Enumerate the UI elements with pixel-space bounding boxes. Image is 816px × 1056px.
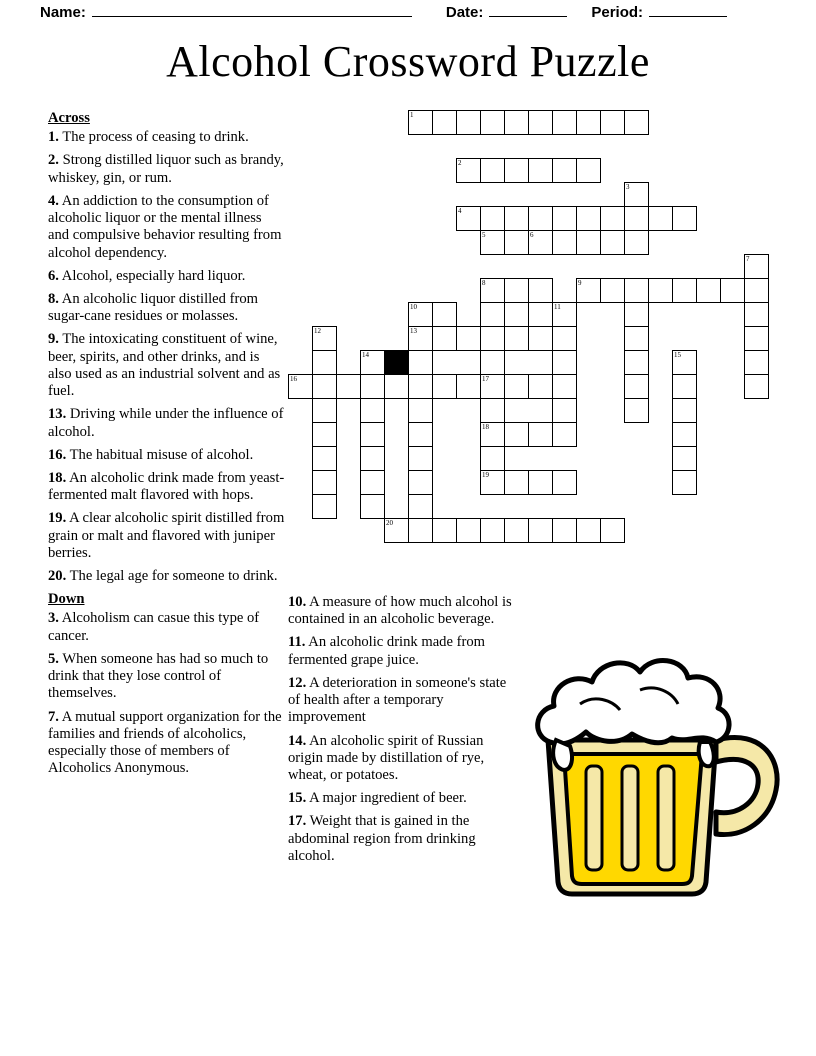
period-field[interactable]: [649, 4, 727, 17]
grid-cell-number: 17: [482, 375, 489, 383]
across-clue-list: [48, 129, 286, 585]
grid-cell[interactable]: [672, 350, 697, 375]
grid-cell[interactable]: [480, 374, 505, 399]
clue-text: An alcoholic liquor distilled from sugar-cane residues or molasses.: [48, 290, 258, 325]
across-clue-item: [48, 291, 286, 325]
grid-cell[interactable]: [384, 518, 409, 543]
grid-cell[interactable]: [528, 470, 553, 495]
grid-cell[interactable]: [480, 278, 505, 303]
grid-cell[interactable]: [624, 182, 649, 207]
grid-cell[interactable]: [552, 374, 577, 399]
across-clue-item: [48, 193, 286, 262]
clue-number: 4.: [48, 192, 59, 209]
grid-cell-number: 16: [290, 375, 297, 383]
grid-cell[interactable]: [408, 110, 433, 135]
period-label: Period:: [591, 4, 644, 21]
date-label: Date:: [445, 4, 484, 21]
grid-cell[interactable]: [456, 374, 481, 399]
grid-cell[interactable]: [480, 518, 505, 543]
grid-cell[interactable]: [456, 206, 481, 231]
grid-cell-number: 8: [482, 279, 486, 287]
grid-cell[interactable]: [528, 158, 553, 183]
grid-cell[interactable]: [408, 398, 433, 423]
grid-cell-number: 7: [746, 255, 750, 263]
grid-cell[interactable]: [552, 350, 577, 375]
clue-number: 9.: [48, 331, 59, 348]
grid-cell[interactable]: [624, 110, 649, 135]
grid-cell[interactable]: [552, 518, 577, 543]
grid-cell[interactable]: [528, 374, 553, 399]
grid-cell[interactable]: [312, 446, 337, 471]
grid-cell[interactable]: [528, 110, 553, 135]
grid-cell[interactable]: [480, 350, 505, 375]
clue-text: Driving while under the influence of alcohol.: [48, 406, 284, 440]
grid-cell[interactable]: [312, 398, 337, 423]
grid-cell[interactable]: [432, 110, 457, 135]
grid-cell[interactable]: [408, 302, 433, 327]
grid-cell-number: 18: [482, 423, 489, 431]
grid-cell[interactable]: [576, 206, 601, 231]
grid-cell[interactable]: [504, 278, 529, 303]
grid-cell[interactable]: [432, 518, 457, 543]
grid-cell-number: 9: [578, 279, 582, 287]
clue-column-middle: [288, 594, 516, 871]
grid-cell[interactable]: [744, 278, 769, 303]
clue-number: 15.: [288, 790, 307, 807]
grid-cell[interactable]: [504, 422, 529, 447]
across-clue-item: [48, 152, 286, 186]
grid-cell[interactable]: [600, 518, 625, 543]
grid-cell-number: 20: [386, 519, 393, 527]
clue-number: 13.: [48, 406, 67, 423]
grid-cell[interactable]: [456, 158, 481, 183]
grid-cell[interactable]: [504, 326, 529, 351]
across-clue-item: [48, 406, 286, 440]
grid-cell[interactable]: [360, 350, 385, 375]
grid-cell[interactable]: [408, 494, 433, 519]
grid-cell-number: 2: [458, 159, 462, 167]
grid-cell[interactable]: [528, 206, 553, 231]
grid-cell[interactable]: [552, 110, 577, 135]
grid-cell-number: 12: [314, 327, 321, 335]
grid-cell[interactable]: [312, 422, 337, 447]
grid-cell-number: 13: [410, 327, 417, 335]
grid-cell[interactable]: [672, 278, 697, 303]
across-clue-item: [48, 510, 286, 562]
grid-cell[interactable]: [432, 374, 457, 399]
grid-cell[interactable]: [360, 470, 385, 495]
grid-cell[interactable]: [576, 278, 601, 303]
clue-text: An alcoholic drink made from fermented grape juice.: [288, 634, 485, 668]
grid-cell[interactable]: [480, 230, 505, 255]
clue-text: A deterioration in someone's state of health after a temporary improvement: [288, 674, 507, 726]
clue-text: A measure of how much alcohol is contained in an alcoholic beverage.: [288, 594, 512, 628]
beer-mug-illustration: [520, 650, 782, 900]
name-field[interactable]: [92, 4, 412, 17]
clue-number: 18.: [48, 469, 67, 486]
across-clue-item: [48, 268, 286, 285]
clue-text: The intoxicating constituent of wine, beer, spirits, and other drinks, and is also used as an industrial solvent and as fuel.: [48, 331, 281, 400]
clue-number: 7.: [48, 708, 59, 725]
grid-cell[interactable]: [624, 278, 649, 303]
clue-number: 11.: [288, 634, 306, 651]
grid-cell[interactable]: [312, 494, 337, 519]
grid-cell[interactable]: [312, 350, 337, 375]
grid-cell[interactable]: [360, 446, 385, 471]
clue-text: An alcoholic drink made from yeast-fermented malt flavored with hops.: [48, 469, 285, 504]
grid-cell[interactable]: [360, 494, 385, 519]
across-clue-item: [48, 331, 286, 400]
grid-cell[interactable]: [600, 110, 625, 135]
grid-cell[interactable]: [528, 302, 553, 327]
clue-column-left: [48, 110, 286, 783]
clue-text: The process of ceasing to drink.: [58, 129, 249, 146]
grid-cell[interactable]: [456, 326, 481, 351]
down-clue-item: [48, 610, 286, 644]
clue-number: 6.: [48, 267, 59, 284]
grid-cell[interactable]: [504, 374, 529, 399]
grid-cell[interactable]: [624, 398, 649, 423]
grid-cell[interactable]: [480, 446, 505, 471]
clue-number: 17.: [288, 813, 307, 830]
down-clue-list-part2: [288, 594, 516, 865]
grid-cell-number: 11: [554, 303, 561, 311]
grid-cell[interactable]: [624, 230, 649, 255]
grid-cell[interactable]: [528, 278, 553, 303]
grid-cell[interactable]: [288, 374, 313, 399]
clue-number: 5.: [48, 650, 59, 667]
clue-text: An addiction to the consumption of alcoholic liquor or the mental illness and compulsive behavior resulting from alcohol dependency.: [48, 192, 282, 261]
grid-cell[interactable]: [720, 278, 745, 303]
grid-cell[interactable]: [480, 206, 505, 231]
grid-cell[interactable]: [408, 518, 433, 543]
clue-text: An alcoholic spirit of Russian origin made by distillation of rye, wheat, or potatoes.: [288, 732, 485, 783]
clue-number: 12.: [288, 674, 307, 691]
date-field[interactable]: [489, 4, 567, 17]
clue-number: 14.: [288, 732, 307, 749]
clue-number: 20.: [48, 568, 67, 585]
clue-text: Strong distilled liquor such as brandy, whiskey, gin, or rum.: [48, 152, 284, 186]
grid-cell[interactable]: [696, 278, 721, 303]
clue-number: 1.: [48, 129, 59, 146]
grid-cell[interactable]: [336, 374, 361, 399]
clue-text: When someone has had so much to drink that they lose control of themselves.: [48, 650, 269, 702]
grid-cell[interactable]: [312, 326, 337, 351]
grid-cell[interactable]: [672, 206, 697, 231]
grid-cell-number: 15: [674, 351, 681, 359]
grid-cell-number: 4: [458, 207, 462, 215]
grid-cell[interactable]: [360, 422, 385, 447]
across-clue-item: [48, 447, 286, 464]
grid-cell[interactable]: [744, 350, 769, 375]
grid-cell[interactable]: [456, 110, 481, 135]
clue-text: Alcoholism can casue this type of cancer.: [48, 610, 260, 644]
across-clue-item: [48, 129, 286, 146]
grid-cell[interactable]: [480, 398, 505, 423]
grid-cell-number: 1: [410, 111, 414, 119]
across-heading: Across: [48, 110, 90, 126]
grid-cell-number: 10: [410, 303, 417, 311]
grid-cell[interactable]: [312, 470, 337, 495]
clue-text: The legal age for someone to drink.: [66, 568, 278, 585]
grid-cell[interactable]: [600, 206, 625, 231]
clue-text: A mutual support organization for the families and friends of alcoholics, especially those of members of Alcoholics Anonymous.: [48, 708, 282, 777]
grid-cell[interactable]: [408, 422, 433, 447]
clue-text: Weight that is gained in the abdominal region from drinking alcohol.: [288, 813, 476, 864]
down-clue-item: [288, 733, 516, 785]
grid-cell[interactable]: [552, 158, 577, 183]
grid-cell[interactable]: [744, 374, 769, 399]
grid-cell[interactable]: [576, 158, 601, 183]
grid-cell[interactable]: [552, 470, 577, 495]
down-clue-item: [48, 709, 286, 778]
down-clue-item: [288, 594, 516, 628]
grid-cell[interactable]: [504, 518, 529, 543]
grid-cell[interactable]: [624, 350, 649, 375]
down-clue-item: [288, 813, 516, 865]
clue-text: A clear alcoholic spirit distilled from grain or malt and flavored with juniper berries.: [48, 510, 285, 561]
grid-cell[interactable]: [576, 230, 601, 255]
grid-cell[interactable]: [552, 230, 577, 255]
clue-number: 2.: [48, 152, 59, 169]
grid-cell[interactable]: [648, 206, 673, 231]
crossword-grid[interactable]: [288, 110, 788, 590]
clue-number: 16.: [48, 446, 67, 463]
grid-cell[interactable]: [480, 158, 505, 183]
grid-cell[interactable]: [672, 398, 697, 423]
page-title: Alcohol Crossword Puzzle: [166, 37, 650, 86]
grid-cell[interactable]: [312, 374, 337, 399]
grid-cell[interactable]: [408, 374, 433, 399]
clue-text: Alcohol, especially hard liquor.: [58, 267, 246, 284]
grid-cell[interactable]: [432, 326, 457, 351]
clue-number: 3.: [48, 610, 59, 627]
grid-cell[interactable]: [504, 230, 529, 255]
grid-cell[interactable]: [648, 278, 673, 303]
clue-text: A major ingredient of beer.: [306, 790, 467, 807]
grid-cell[interactable]: [504, 110, 529, 135]
grid-cell[interactable]: [480, 326, 505, 351]
down-heading: Down: [48, 591, 85, 608]
grid-cell[interactable]: [552, 206, 577, 231]
grid-cell[interactable]: [552, 422, 577, 447]
grid-cell[interactable]: [744, 302, 769, 327]
grid-cell[interactable]: [528, 230, 553, 255]
grid-cell[interactable]: [384, 374, 409, 399]
grid-cell[interactable]: [360, 398, 385, 423]
grid-cell[interactable]: [504, 470, 529, 495]
grid-cell[interactable]: [576, 110, 601, 135]
grid-cell-blocked: [384, 350, 409, 375]
grid-cell-number: 3: [626, 183, 630, 191]
name-label: Name:: [40, 4, 86, 21]
grid-cell[interactable]: [504, 158, 529, 183]
grid-cell[interactable]: [624, 302, 649, 327]
grid-cell[interactable]: [624, 326, 649, 351]
down-clue-item: [48, 651, 286, 703]
grid-cell-number: 6: [530, 231, 534, 239]
grid-cell[interactable]: [744, 326, 769, 351]
grid-cell[interactable]: [672, 422, 697, 447]
clue-number: 10.: [288, 594, 307, 610]
grid-cell[interactable]: [408, 446, 433, 471]
grid-cell[interactable]: [528, 422, 553, 447]
grid-cell[interactable]: [552, 326, 577, 351]
clue-text: The habitual misuse of alcohol.: [66, 446, 254, 463]
grid-cell[interactable]: [600, 278, 625, 303]
grid-cell[interactable]: [600, 230, 625, 255]
grid-cell[interactable]: [480, 110, 505, 135]
grid-cell[interactable]: [408, 470, 433, 495]
grid-cell[interactable]: [672, 470, 697, 495]
grid-cell[interactable]: [408, 326, 433, 351]
grid-cell[interactable]: [480, 422, 505, 447]
grid-cell[interactable]: [624, 206, 649, 231]
grid-cell[interactable]: [576, 518, 601, 543]
grid-cell-number: 19: [482, 471, 489, 479]
grid-cell[interactable]: [528, 518, 553, 543]
down-clue-list-part1: [48, 610, 286, 777]
grid-cell[interactable]: [528, 326, 553, 351]
grid-cell[interactable]: [744, 254, 769, 279]
grid-cell-number: 14: [362, 351, 369, 359]
grid-cell[interactable]: [672, 446, 697, 471]
grid-cell[interactable]: [360, 374, 385, 399]
student-info-header: [40, 4, 780, 21]
across-clue-item: [48, 470, 286, 504]
across-clue-item: [48, 568, 286, 585]
grid-cell[interactable]: [432, 302, 457, 327]
grid-cell[interactable]: [552, 398, 577, 423]
clue-number: 8.: [48, 290, 59, 307]
grid-cell[interactable]: [504, 206, 529, 231]
grid-cell[interactable]: [480, 302, 505, 327]
grid-cell[interactable]: [672, 374, 697, 399]
grid-cell[interactable]: [552, 302, 577, 327]
grid-cell[interactable]: [624, 374, 649, 399]
down-clue-item: [288, 675, 516, 727]
grid-cell[interactable]: [456, 518, 481, 543]
down-clue-item: [288, 634, 516, 668]
down-clue-item: [288, 790, 516, 807]
grid-cell[interactable]: [408, 350, 433, 375]
clue-number: 19.: [48, 510, 67, 527]
grid-cell-number: 5: [482, 231, 486, 239]
grid-cell[interactable]: [480, 470, 505, 495]
